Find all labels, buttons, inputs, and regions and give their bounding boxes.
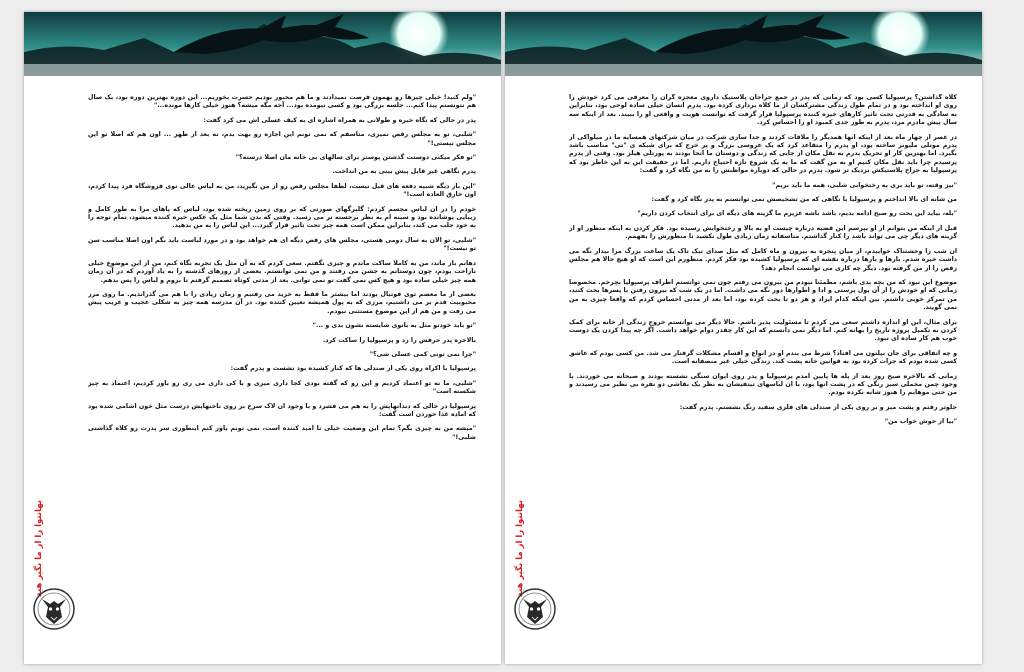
paragraph: "میشه من به چیزی بگم؟ تمام این وضعیت خیلی نا امید کننده است، نمی تونم باور کنم اینطوری سر پدرت رو کلاه گذاشتی شلبی!": [88, 425, 476, 441]
paragraph: موضوع این نبود که من بچه بدی باشم، مطمئنا نبودم من بیرون می رفتم چون نمی توانستم اطراف پرسپولیا بچرخم. مخصوصا زمانی که او خودش را از آن پول پرستی و ادا و اطوارها دور نگه می داشت. اما در یک شب که بیرون رفتن با پسرها بحث کنند، من تمرکز خوبی داشتم. بین اینکه کدام ایراد و هر دو تا بحث کرده بود، اما بعد از مدتی احساس کردم که واقعا چیزی به من نمی گویند.: [569, 278, 957, 312]
paragraph: "شلبی، ما نه تو اعتماد کردیم و این رو که گفته بودی کجا داری میری و با کی داری می ری رو باور کردیم، اعتماد به چیز شکسته است": [88, 379, 476, 396]
document-page-left: [24, 12, 501, 664]
page-body-text: [569, 94, 957, 654]
paragraph: برای مثال، این او اندازه داشتم سعی می کردم تا مسئولیت پذیر باشم. حالا دیگر می توانستم خروج زندگی از خانه برای کمک کردن به تکمیل پروژه تاریخ را بهانه کنم. اما دیگر نمی دانستم که این کار چقدر دوام خواهد داشت. اگر چه پیدا کردن یک دوست خوب هم کار ساده ای نبود.: [569, 318, 957, 343]
paragraph: "شلبی، تو الان به سال دومی هستی، مجلس های رقص دیگه ای هم خواهد بود و در مورد لباست باید بگم اون اصلا مناسب سن تو نیست!": [88, 236, 476, 253]
paragraph: بعضی از ما معضم توی فوتبال بودند اما بیشتر ما فقط به خرید می رفتیم و زمان زیادی را با هم می گذراندیم. ما روی مرز محبوبیت قدم بر می داشتیم، مرزی که به پول همیشه تعیین کننده بود. در آن مدرسه همه چیز به شکلی عجیب و غریب پیش می رفت و من هم از این موضوع مستثنی نبودم.: [88, 290, 476, 315]
paragraph: و چه اتفاقی برای جان نیلتون می افتاد؟ شرط می بندم او در انواع و اقسام مشکلات گرفتار می شد. من کسی بودم که عاشق کسی شده بودم که جرات کرده بود به قوانین خانه پشت کند. زندگی خیلی غیر منصفانه است.: [569, 349, 957, 366]
paragraph: "بله، بیاید این بحث رو صبح ادامه بدیم، باشد باشه عزیزم ما گزینه های دیگه ای برای انتخاب کردن داریم": [637, 210, 957, 218]
paragraph: خودم را در ان لباس مجسم کردم: گلبرگهای صورتی که بر روی زمین ریخته شده بود، لباس که پاهای مرا به طور کامل و زیبایی پوشانده بود و سینه ام به نظر برجسته تر می رسید. وقتی که بدن شما مثل یک عکس خیره کننده میشود، تمام توجه را به خود جلب می کند، بنابراین ممکن است همه چیز تحت تاثیر قرار گیرد... این لباس را به من بدهید.: [88, 205, 476, 230]
side-title-text: بهانتوا را از ما بگیر هید: [515, 500, 525, 597]
paragraph: پرسپولیا با اکراه روی یکی از صندلی ها که کنار کشیده بود نشست و پدرم گفت:: [230, 365, 476, 373]
paragraph: کلاه گذاشتن؟ پرسپولیا کسی بود که زمانی که پدر در جمع جراحان پلاستیک داروی معجزه گران را معرفی می کرد خودش را روی او انداخته بود و در تمام طول زندگی مشترکشان از ما کلاه برداری کرده بود. پدرم انسان خیلی ساده لوحی بود، بنابراین به سادگی به قدرتی تحت تاثیر کارهای خیره کننده پرسپولیا قرار گرفت که توانست هویت و واقعی او را ببیند. بعد از اینکه سه سال پیش مادرم مرد، پدرم به طور جدی کمبود او را احساس کرد.: [569, 94, 957, 127]
paragraph: بالاخره پدر حرفش را زد و پرسپولیا را ساکت کرد.: [322, 336, 476, 344]
paragraph: زمانی که بالاخره صبح روز بعد از پله ها پایین امدم پرسپولیا و پدر روی ایوان سنگی نشسته بودند و صبحانه می خوردند. با وجود چمن مخملی سبز رنگی که در پشت انها بود، با ان لباسهای تیتفیشان به نظر یک نقاشی دو نفره بی نظیر می رسیدند و من حتی موهایم را هنوز شانه نکرده بودم.: [569, 372, 957, 397]
paragraph: "ولم کنید! خیلی چیزها رو بهمون فرصت نمیدادند و ما هم مجبور بودیم حسرت بخوریم... این دوره بهترین دوره بود، یک سال هم نتونستم پیدا کنم... جلسه بزرگی بود و کسی نیومده بود... آخه مگه میشه؟ هنوز خیلی کارها مونده...": [88, 94, 476, 110]
paragraph: دهانم باز ماند، من به کاملا ساکت ماندم و چیزی نگفتم. سعی کردم که به آن مثل یک تجربه نگاه کنم، من از این موضوع خیلی ناراحت بودم، چون دوستانم به جشن می رفتند و من نمی توانستم. بعضی از روزهای گذشته را به یاد آوردم که در آن زمان همه چیز خیلی ساده بود و هیچ کس نمی گفت تو نمی توانی. بعد از مدتی کوتاه تصمیم گرفتم تا بروم و لباس را پس بدهم.: [88, 259, 476, 284]
paragraph: "این باز دیگه شبیه دفعه های قبل نیست، لطفا مجلس رقص رو از من نگیرید، من به لباس عالی توی فروشگاه فرد پیدا کردم، اون خارق العاده است!": [88, 182, 476, 199]
paragraph: پرسپولیا در حالی که دندانهایش را به هم می فشرد و با وجود ان لاک سرخ بر روی ناخنهایش درست مثل خون اشامی شده بود که اماده غذا خوردن است گفت:: [88, 402, 476, 418]
document-page-right: [505, 12, 982, 664]
wolf-emblem-icon: [513, 587, 557, 631]
paragraph: قبل از اینکه من بتوانم از او بپرسم این قضیه درباره چیست او به بالا و رختخوابش رسیده بود. فکر کردن به اینکه منظور او از گزینه های دیگر چی می تواند باشد را کنار گذاشتم. متاسفانه زمان زیادی طول نکشید تا منظورش را بفهمم.: [569, 224, 957, 241]
header-banner-image: [505, 12, 982, 76]
paragraph: "تو باید خودتو مثل یه بانوی شایسته نشون بدی و ...": [312, 322, 476, 330]
paragraph: "بیا از خوش خواب من": [884, 418, 957, 426]
paragraph: "چرا نمی تونی کمی عسلی شی؟": [369, 350, 476, 358]
paragraph: من شانه ای بالا انداختم و پرسپولیا با نگاهی که من تشخیصش نمی توانستم به پدر نگاه کرد و گفت:: [651, 196, 957, 204]
paragraph: "تو فکر میکنی دوستت گذشتن پوستر برای سالهای بی خانه مان اصلا درسته؟": [235, 154, 476, 162]
paragraph: "شلبی، تو به مجلس رقص نمیری، متاسفم که نمی تونم این اجازه رو بهت بدم، نه بعد از ظهر ... اون هم که اصلا تو این مجلس نیستی!": [88, 131, 476, 147]
side-title-text: بهانتوا را از ما بگیر هید: [34, 500, 44, 597]
paragraph: پدر در حالی که نگاه خیره و طولانی به همراه اشاره ای به کیف عسلی اش می کرد گفت:: [203, 116, 476, 124]
paragraph: پدرم نگاهی غیر قابل پیش بینی به من انداخت.: [332, 168, 476, 176]
paragraph: ان شب را وحشتناک خوابیدم، از میان پنجره به بیرون و ماه کامل که مثل صدای تیک تاک یک ساعت بزرگ مرا بیدار نگه می داشت خیره شدم. بارها و بارها درباره نقشه ای که پرسپولیا کشیده بود فکر کردم. منظورم این است که او هیچ حالا هم مجلس رقص را از من گرفته بود. دیگر چه کاری می توانست انجام دهد؟: [569, 247, 957, 272]
wolf-emblem-icon: [32, 587, 76, 631]
paragraph: در عصر از چهار ماه بعد از اینکه انها همدیگر را ملاقات کردند و جدا سازی شرکت در میان شرکتهای همسایه ما در میلواکی از پدرم موتلی ملیونر ساخته بود، او پدرم را متقاعد کرد که یک عروسی بزرگ و پر خرج که برای شبکه ی "تی" مناسب باشد بگیرد. اما بهترین کار او تحریک پدرم به نقل مکان از جایی که زندگی و دوستان ما انجا بودند به پورتلی هیلز بود. وقتی از پدرم پرسیدم چرا باید نقل مکان کنیم او به من گفت که ما به یک شروع تازه احتیاج داریم. اما در حقیقت این به این خاطر بود که پرسپولیا به جراح پلاستیکش نزدیک تر شود. پدرم در حالی که دوباره مواظبش را به من نگاه کرد و گفت:: [569, 133, 957, 175]
header-banner-image: [24, 12, 501, 76]
paragraph: جلوتر رفتم و پشت میز و بر روی یکی از صندلی های فلزی سفید رنگ نشستم. پدرم گفت:: [679, 403, 957, 411]
paragraph: "نیز وقته، تو باید بری به رختخوابی شلبی، همه ما باید بریم": [772, 181, 957, 189]
page-body-text: [88, 94, 476, 654]
